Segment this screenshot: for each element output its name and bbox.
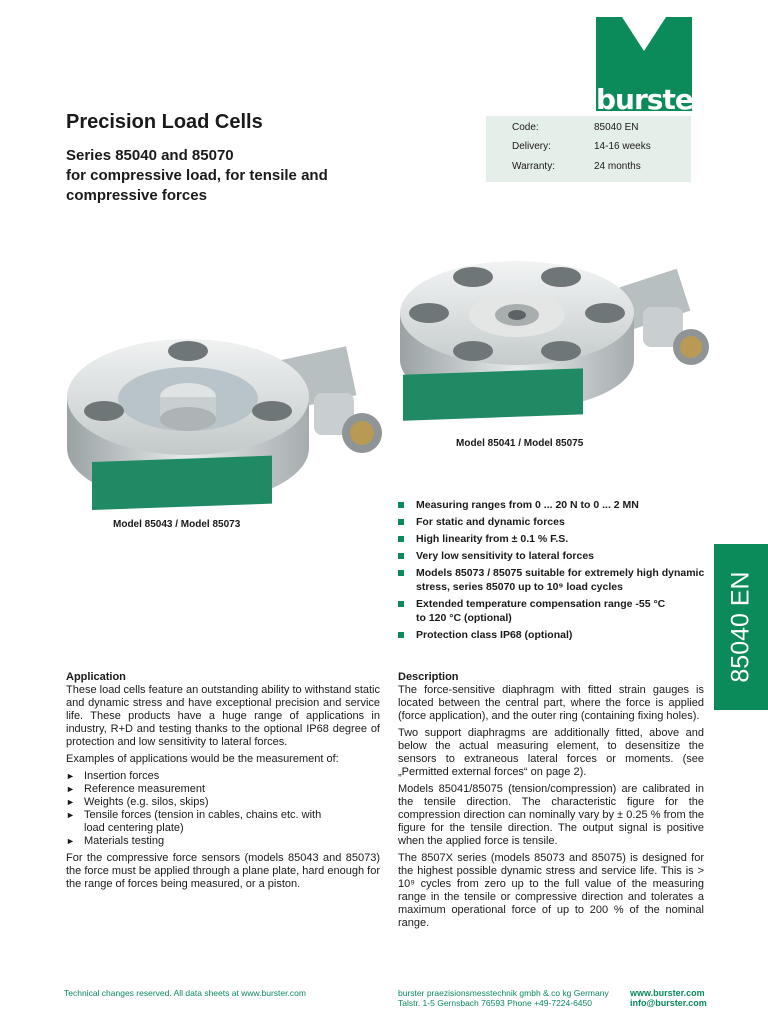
paragraph: The force-sensitive diaphragm with fitted strain gauges is located between the central part, where the force is applied (force application), and the outer ring (containing fixing holes).	[398, 684, 704, 722]
bullet-square-icon	[398, 632, 404, 638]
application-section	[66, 670, 380, 895]
section-heading: Description	[398, 671, 459, 683]
footer-company: burster praezisionsmesstechnik gmbh & co kg Germany	[398, 988, 609, 998]
subtitle-line: compressive forces	[66, 187, 207, 204]
paragraph: Two support diaphragms are additionally fitted, above and below the actual measuring element, to desensitize the sensors to extraneous lateral forces or moments. (see „Permitted external forces“ on page 2).	[398, 727, 704, 778]
subtitle-line: for compressive load, for tensile and	[66, 167, 328, 184]
info-row-code	[512, 122, 638, 133]
feature-item: Models 85073 / 85075 suitable for extremely high dynamic stress, series 85070 up to 10⁹ load cycles	[398, 566, 712, 594]
info-value: 85040 EN	[594, 122, 639, 133]
info-row-warranty	[512, 161, 641, 172]
document-code-label: 85040 EN	[726, 571, 755, 683]
list-item: ► Materials testing	[66, 835, 165, 847]
application-list	[66, 770, 380, 848]
bullet-square-icon	[398, 553, 404, 559]
bullet-square-icon	[398, 536, 404, 542]
arrow-right-icon: ►	[66, 836, 75, 846]
footer-address: Talstr. 1-5 Gernsbach 76593 Phone +49-7224-6450	[398, 998, 592, 1008]
subtitle-line: Series 85040 and 85070	[66, 147, 234, 164]
section-heading: Application	[66, 671, 126, 683]
list-item: ► Tensile forces (tension in cables, chains etc. with load centering plate)	[66, 809, 322, 834]
photo-caption-right: Model 85041 / Model 85075	[456, 438, 584, 449]
arrow-right-icon: ►	[66, 784, 75, 794]
info-row-delivery	[512, 141, 651, 152]
feature-item: High linearity from ± 0.1 % F.S.	[398, 532, 728, 546]
bullet-square-icon	[398, 502, 404, 508]
feature-item: Very low sensitivity to lateral forces	[398, 549, 728, 563]
footer-website-link[interactable]: www.burster.com	[630, 988, 705, 998]
arrow-right-icon: ►	[66, 771, 75, 781]
paragraph: For the compressive force sensors (models 85043 and 85073) the force must be applied through a plane plate, hard enough for the range of forces being measured, or a piston.	[66, 852, 380, 890]
info-key: Warranty:	[512, 161, 555, 172]
feature-item: For static and dynamic forces	[398, 515, 728, 529]
product-info-box	[486, 116, 691, 182]
paragraph: Examples of applications would be the measurement of:	[66, 753, 339, 765]
feature-item: Protection class IP68 (optional)	[398, 628, 728, 642]
burster-logo	[596, 17, 706, 116]
arrow-right-icon: ►	[66, 797, 75, 807]
load-cell-85043-photo	[62, 333, 392, 513]
document-code-tab	[714, 544, 768, 710]
bullet-square-icon	[398, 519, 404, 525]
feature-item: Extended temperature compensation range -55 °C to 120 °C (optional)	[398, 597, 678, 625]
page-title: Precision Load Cells	[66, 111, 263, 133]
bullet-square-icon	[398, 601, 404, 607]
info-key: Delivery:	[512, 141, 551, 152]
page-subtitle	[66, 146, 396, 206]
list-item: ► Weights (e.g. silos, skips)	[66, 796, 209, 808]
info-value: 14-16 weeks	[594, 141, 651, 152]
bullet-square-icon	[398, 570, 404, 576]
paragraph: These load cells feature an outstanding ability to withstand static and dynamic stress and have exceptional precision and service life. These products have a huge range of applications in industry, R+D and testing thanks to the optional IP68 degree of protection and low sensitivity to lateral forces.	[66, 684, 380, 748]
list-item: ► Insertion forces	[66, 770, 160, 782]
paragraph: Models 85041/85075 (tension/compression) are calibrated in the tensile direction. The characteristic figure for the compression direction can nominally vary by ± 0.25 % from the figure for the tensile direction. The output signal is positive when the applied force is tensile.	[398, 783, 704, 847]
info-value: 24 months	[594, 161, 641, 172]
footer-disclaimer: Technical changes reserved. All data sheets at www.burster.com	[64, 988, 306, 998]
arrow-right-icon: ►	[66, 810, 75, 820]
logo-text: burster	[596, 83, 706, 116]
list-item: ► Reference measurement	[66, 783, 206, 795]
info-key: Code:	[512, 122, 539, 133]
feature-item: Measuring ranges from 0 ... 20 N to 0 ... 2 MN	[398, 498, 728, 512]
photo-caption-left: Model 85043 / Model 85073	[113, 519, 241, 530]
footer-email-link[interactable]: info@burster.com	[630, 998, 707, 1008]
feature-list	[398, 498, 728, 645]
load-cell-85041-photo	[395, 255, 715, 435]
paragraph: The 8507X series (models 85073 and 85075) is designed for the highest possible dynamic stress and service life. This is > 10⁹ cycles from zero up to the full value of the measuring range in the tensile or compressive direction and tolerates a maximum operational force of up to 200 % of the nominal range.	[398, 852, 704, 929]
description-section	[398, 670, 704, 934]
